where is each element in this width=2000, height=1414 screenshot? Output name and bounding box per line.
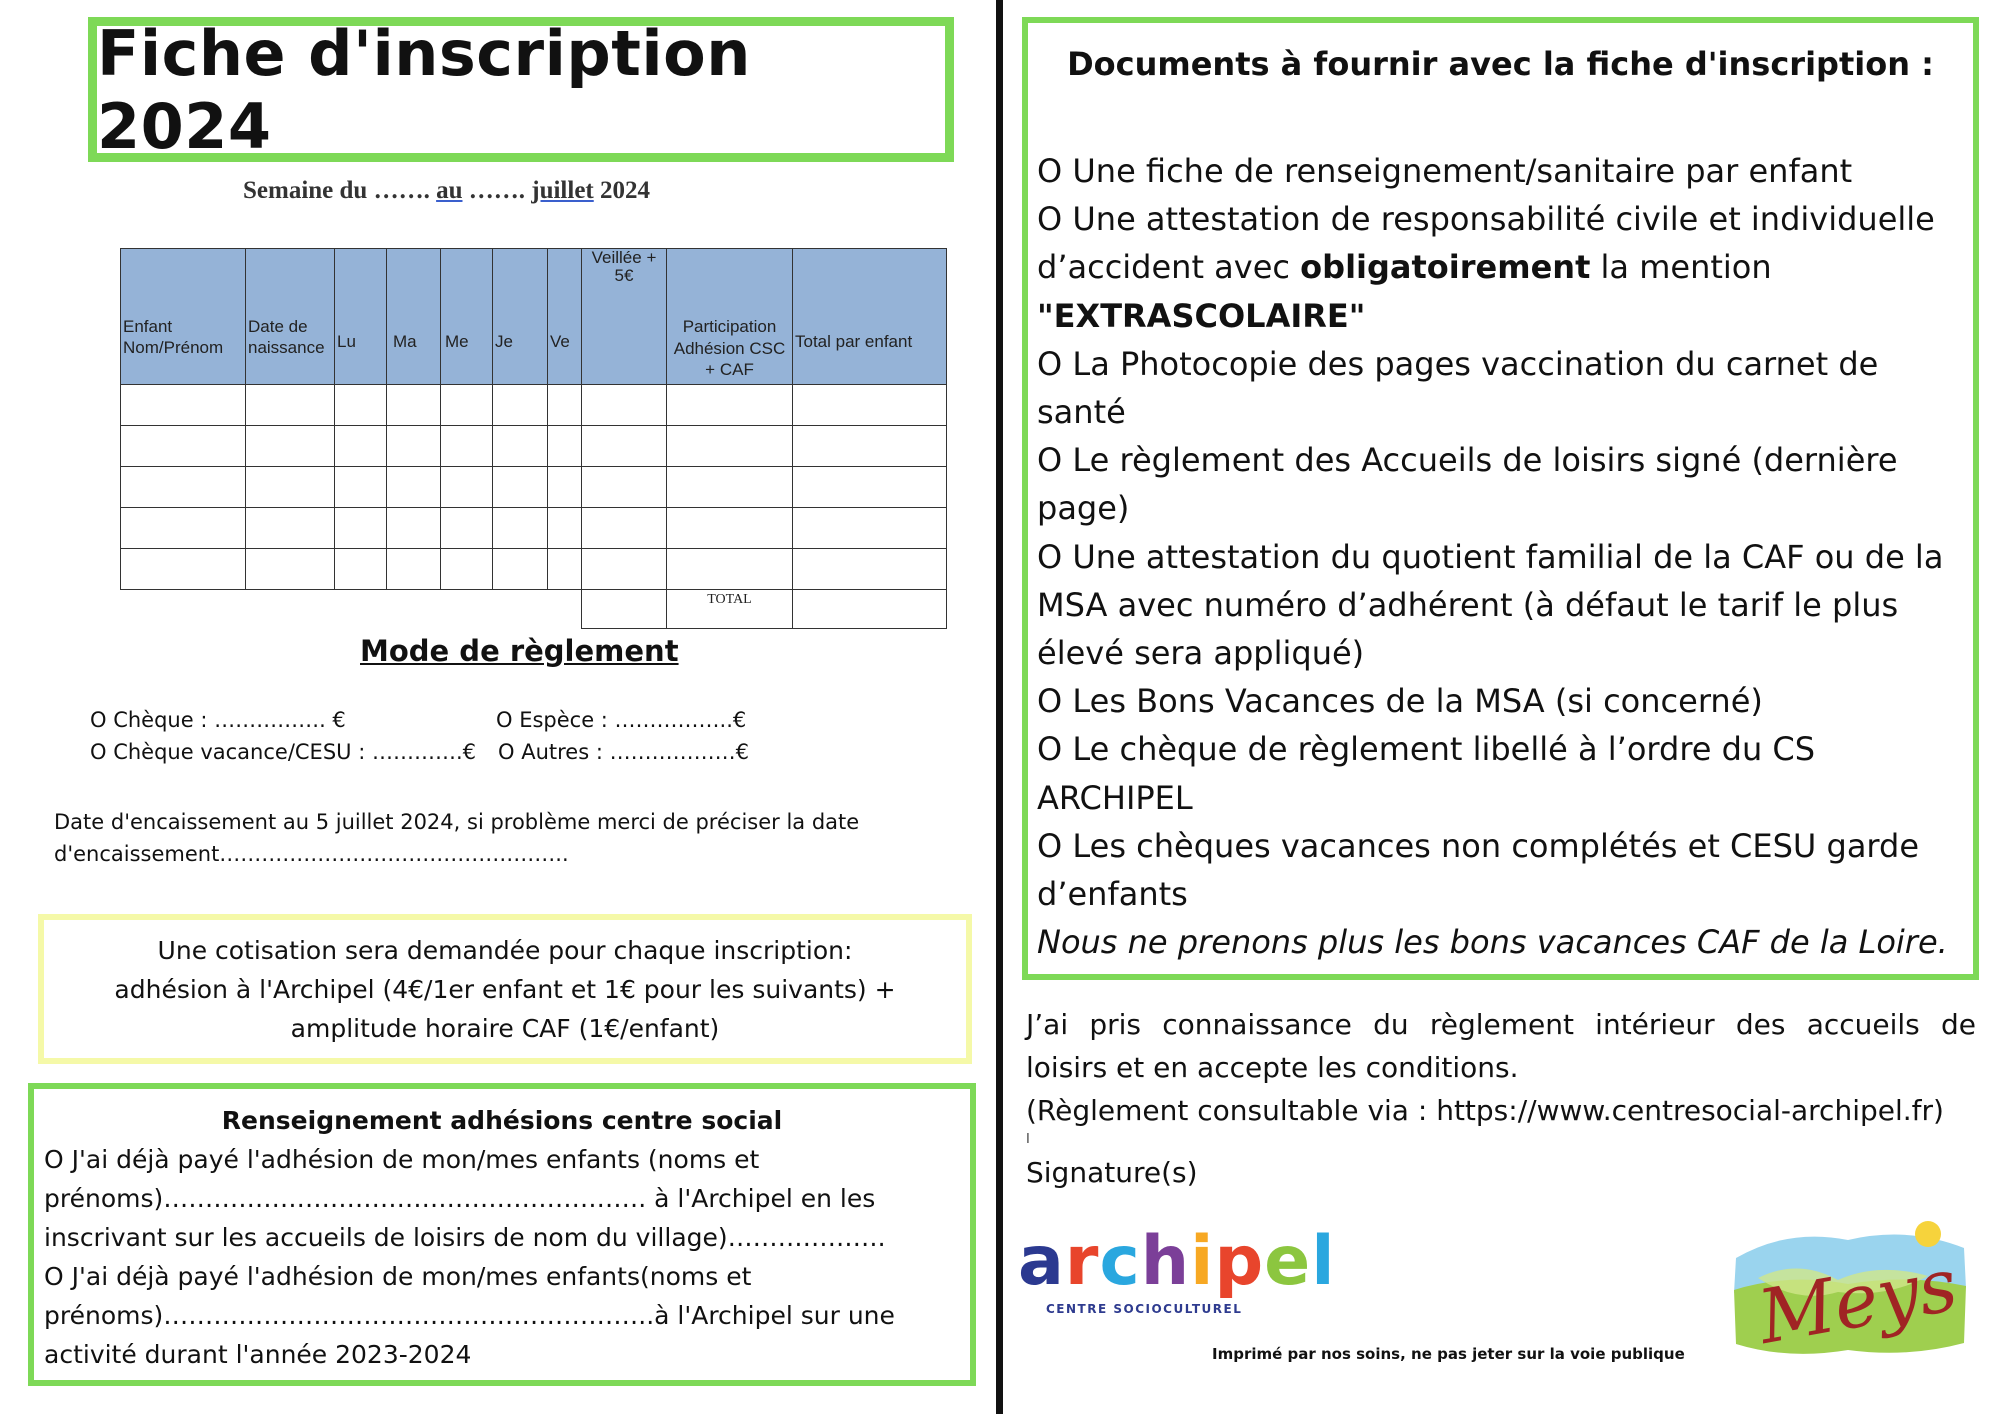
table-cell[interactable] xyxy=(548,508,582,549)
doc-item-extrascolaire: "EXTRASCOLAIRE" xyxy=(1037,296,1366,335)
table-cell[interactable] xyxy=(582,467,667,508)
adhesion-title: Renseignement adhésions centre social xyxy=(221,1106,783,1135)
doc-item-reglement: O Le règlement des Accueils de loisirs signé (dernière page) xyxy=(1037,441,1898,528)
documents-title: Documents à fournir avec la fiche d'inscription : xyxy=(1067,45,1934,83)
table-cell[interactable] xyxy=(246,426,335,467)
table-total-row xyxy=(121,590,947,629)
table-row xyxy=(121,467,947,508)
archipel-logo-letter: p xyxy=(1214,1222,1265,1301)
table-cell[interactable] xyxy=(493,385,548,426)
table-cell[interactable] xyxy=(121,467,246,508)
header-ma: Ma xyxy=(387,249,441,385)
table-cell[interactable] xyxy=(667,467,793,508)
page-title: Fiche d'inscription 2024 xyxy=(97,16,751,163)
total-value-cell[interactable] xyxy=(793,590,947,629)
table-cell[interactable] xyxy=(387,508,441,549)
table-cell[interactable] xyxy=(246,467,335,508)
table-cell[interactable] xyxy=(335,467,387,508)
acknowledge-line-2: loisirs et en accepte les conditions. xyxy=(1026,1051,1519,1084)
adhesion-option-2[interactable]: O J'ai déjà payé l'adhésion de mon/mes enfants(noms et prénoms)…………………………………………………..à l'Archipel sur une activité durant l'année 2023-2024 xyxy=(44,1262,895,1369)
cotisation-line-3: amplitude horaire CAF (1€/enfant) xyxy=(290,1013,720,1043)
table-cell[interactable] xyxy=(493,508,548,549)
header-je: Je xyxy=(493,249,548,385)
table-cell[interactable] xyxy=(441,508,493,549)
doc-item-fiche: O Une fiche de renseignement/sanitaire par enfant xyxy=(1037,152,1853,190)
table-cell[interactable] xyxy=(548,385,582,426)
week-month: juillet xyxy=(531,177,594,204)
table-cell[interactable] xyxy=(667,426,793,467)
total-label: TOTAL xyxy=(667,590,793,629)
adhesion-option-1[interactable]: O J'ai déjà payé l'adhésion de mon/mes enfants (noms et prénoms)…………………………………………………. à l'Archipel en les inscrivant sur les accueils de loisirs de nom du village)………………. xyxy=(44,1145,886,1252)
archipel-logo xyxy=(1018,1222,1336,1322)
table-cell[interactable] xyxy=(246,508,335,549)
table-cell[interactable] xyxy=(548,467,582,508)
table-cell[interactable] xyxy=(667,385,793,426)
header-enfant: Enfant Nom/Prénom xyxy=(121,249,246,385)
table-cell[interactable] xyxy=(582,385,667,426)
week-middle: ……. xyxy=(462,177,532,204)
table-cell[interactable] xyxy=(387,385,441,426)
archipel-logo-letter: c xyxy=(1099,1222,1141,1301)
documents-box xyxy=(1022,17,1979,980)
table-row xyxy=(121,549,947,590)
table-cell[interactable] xyxy=(387,467,441,508)
cash-date-text: Date d'encaissement au 5 juillet 2024, si problème merci de préciser la date d'encaissement………………………………………….. xyxy=(54,810,860,866)
archipel-logo-letter: r xyxy=(1064,1222,1100,1301)
table-cell[interactable] xyxy=(793,467,947,508)
table-cell[interactable] xyxy=(582,590,667,629)
header-veillee: Veillée + 5€ xyxy=(582,249,667,385)
adhesion-box xyxy=(28,1083,976,1386)
week-prefix: Semaine du ……. xyxy=(243,177,437,204)
signature-label[interactable]: Signature(s) xyxy=(1026,1156,1198,1189)
table-cell[interactable] xyxy=(793,385,947,426)
week-year: 2024 xyxy=(593,177,650,204)
table-cell[interactable] xyxy=(121,549,246,590)
table-cell[interactable] xyxy=(493,467,548,508)
archipel-logo-subtitle: CENTRE SOCIOCULTUREL xyxy=(1046,1302,1243,1316)
table-cell[interactable] xyxy=(387,549,441,590)
doc-item-attestation-text-2: la mention xyxy=(1590,248,1772,287)
doc-note: Nous ne prenons plus les bons vacances CAF de la Loire. xyxy=(1037,923,1948,962)
table-cell[interactable] xyxy=(246,549,335,590)
payment-espece[interactable]: O Espèce : ……………..€ xyxy=(496,708,747,732)
payment-cheque-vacance[interactable]: O Chèque vacance/CESU : ………….€ xyxy=(90,740,476,764)
payment-cheque[interactable]: O Chèque : ……………. € xyxy=(90,708,346,732)
acknowledge-line-3: (Règlement consultable via : https://www.centresocial-archipel.fr) xyxy=(1026,1094,1944,1127)
table-cell[interactable] xyxy=(582,549,667,590)
doc-item-attestation-bold: obligatoirement xyxy=(1300,248,1591,287)
acknowledge-line-1: J’ai pris connaissance du règlement intérieur des accueils de xyxy=(1026,1008,1976,1041)
archipel-logo-letter: h xyxy=(1140,1222,1191,1301)
table-cell[interactable] xyxy=(548,549,582,590)
acknowledge-text xyxy=(1026,1003,1976,1132)
table-cell[interactable] xyxy=(441,426,493,467)
table-cell[interactable] xyxy=(121,385,246,426)
doc-item-vaccination: O La Photocopie des pages vaccination du carnet de santé xyxy=(1037,344,1879,432)
table-cell[interactable] xyxy=(441,385,493,426)
table-row xyxy=(121,426,947,467)
registration-table xyxy=(120,248,947,629)
table-cell[interactable] xyxy=(121,508,246,549)
column-divider xyxy=(996,0,1003,1414)
cotisation-line-2: adhésion à l'Archipel (4€/1er enfant et 1€ pour les suivants) + xyxy=(114,974,896,1004)
archipel-logo-letter: a xyxy=(1018,1222,1065,1301)
table-cell[interactable] xyxy=(246,385,335,426)
table-cell[interactable] xyxy=(335,549,387,590)
table-cell[interactable] xyxy=(667,549,793,590)
archipel-logo-word xyxy=(1018,1222,1336,1301)
table-cell[interactable] xyxy=(335,508,387,549)
doc-item-cheques-vacances: O Les chèques vacances non complétés et CESU garde d’enfants xyxy=(1037,826,1920,914)
table-cell[interactable] xyxy=(121,426,246,467)
table-cell[interactable] xyxy=(793,549,947,590)
archipel-logo-letter: i xyxy=(1190,1222,1215,1301)
payment-title: Mode de règlement xyxy=(360,634,679,668)
cotisation-line-1: Une cotisation sera demandée pour chaque inscription: xyxy=(157,935,853,965)
archipel-logo-letter: l xyxy=(1311,1222,1336,1301)
header-date-naissance: Date de naissance xyxy=(246,249,335,385)
table-row xyxy=(121,385,947,426)
table-cell[interactable] xyxy=(387,426,441,467)
header-participation: Participation Adhésion CSC + CAF xyxy=(667,249,793,385)
table-cell[interactable] xyxy=(493,426,548,467)
table-cell[interactable] xyxy=(667,508,793,549)
table-cell[interactable] xyxy=(793,508,947,549)
payment-autres[interactable]: O Autres : ………………€ xyxy=(498,740,749,764)
week-au: au xyxy=(436,177,463,204)
meys-logo xyxy=(1728,1218,1970,1364)
table-cell[interactable] xyxy=(335,385,387,426)
header-lu: Lu xyxy=(335,249,387,385)
doc-item-bons-msa: O Les Bons Vacances de la MSA (si concerné) xyxy=(1037,682,1763,721)
header-me: Me xyxy=(441,249,493,385)
table-cell[interactable] xyxy=(548,426,582,467)
doc-item-attestation-text: O Une attestation de responsabilité civile et individuelle d’accident avec xyxy=(1037,200,1935,287)
table-row xyxy=(121,508,947,549)
cotisation-box xyxy=(38,914,972,1064)
printed-note: Imprimé par nos soins, ne pas jeter sur la voie publique xyxy=(1212,1345,1685,1363)
meys-logo-text: Meys xyxy=(1752,1241,1964,1362)
table-cell[interactable] xyxy=(335,426,387,467)
table-header-row xyxy=(121,249,947,385)
table-cell[interactable] xyxy=(441,549,493,590)
doc-item-cheque: O Le chèque de règlement libellé à l’ordre du CS ARCHIPEL xyxy=(1037,730,1816,817)
table-cell[interactable] xyxy=(441,467,493,508)
table-cell[interactable] xyxy=(582,508,667,549)
table-cell[interactable] xyxy=(582,426,667,467)
header-total: Total par enfant xyxy=(793,249,947,385)
archipel-logo-letter: e xyxy=(1264,1222,1312,1301)
table-cell[interactable] xyxy=(493,549,548,590)
week-line xyxy=(243,177,650,205)
doc-item-attestation xyxy=(1037,195,1977,340)
small-mark: I xyxy=(1026,1132,1030,1147)
doc-item-quotient: O Une attestation du quotient familial de la CAF ou de la MSA avec numéro d’adhérent (à défaut le tarif le plus élevé sera appliqué) xyxy=(1037,537,1944,673)
documents-list xyxy=(1037,147,1977,966)
header-ve: Ve xyxy=(548,249,582,385)
title-box xyxy=(88,17,954,162)
table-cell[interactable] xyxy=(793,426,947,467)
